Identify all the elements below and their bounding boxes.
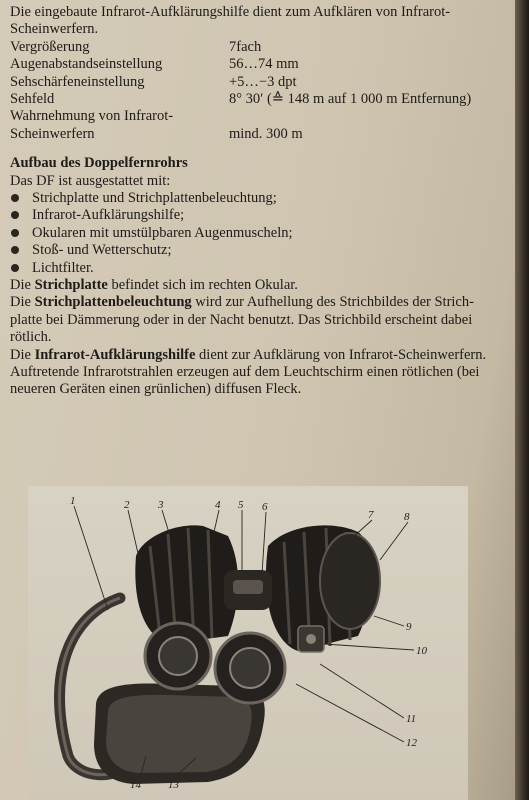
list-item [10, 207, 510, 224]
spec-row [10, 39, 510, 56]
paragraph-beleuchtung [10, 294, 510, 346]
list-item-text: Strichplatte und Strichplattenbeleuchtung; [32, 189, 277, 206]
bullet-list [10, 190, 510, 277]
binoculars-figure [28, 486, 468, 800]
paragraph-strichplatte [10, 277, 510, 294]
bullet-dot-icon [11, 264, 19, 272]
spec-row [10, 108, 510, 125]
bullet-dot-icon [11, 229, 19, 237]
text-run: Die [10, 294, 35, 311]
page-text [10, 4, 510, 399]
text-run: wird zur Aufhellung des Strichbildes der Strich- [191, 294, 474, 311]
callout-label: 3 [158, 499, 164, 511]
binoculars-illustration [28, 486, 468, 800]
spec-value: 56…74 mm [229, 56, 299, 73]
paragraph-line: neueren Geräten einen grünlichen) diffusen Fleck. [10, 381, 302, 398]
callout-label: 14 [130, 779, 141, 791]
intro-line-2: Scheinwerfern. [10, 21, 99, 38]
paragraph-line [10, 347, 510, 364]
text-run: Die [10, 346, 35, 363]
spec-row [10, 126, 510, 143]
list-item [10, 225, 510, 242]
callout-label: 12 [406, 737, 417, 749]
callout-label: 13 [168, 779, 179, 791]
bold-term: Infrarot-Aufklärungshilfe [34, 346, 196, 363]
callout-label: 2 [124, 499, 130, 511]
paragraph-line [10, 294, 510, 311]
spec-row [10, 91, 510, 108]
list-item [10, 242, 510, 259]
section-lead: Das DF ist ausgestattet mit: [10, 172, 171, 189]
spec-list [10, 39, 510, 143]
callout-label: 8 [404, 511, 410, 523]
paragraph-line: rötlich. [10, 329, 52, 346]
paragraph-line: platte bei Dämmerung oder in der Nacht benutzt. Das Strichbild erscheint dabei [10, 311, 473, 328]
callout-label: 5 [238, 499, 244, 511]
list-item-text: Lichtfilter. [32, 259, 94, 276]
list-item [10, 190, 510, 207]
spec-value: 8° 30′ (≙ 148 m auf 1 000 m Entfernung) [229, 90, 472, 107]
callout-label: 1 [70, 495, 76, 507]
list-item [10, 260, 510, 277]
spec-label: Augenabstandseinstellung [10, 56, 163, 73]
book-gutter [515, 0, 529, 800]
callout-label: 10 [416, 645, 427, 657]
bullet-dot-icon [11, 246, 19, 254]
list-item-text: Okularen mit umstülpbaren Augenmuscheln; [32, 224, 293, 241]
callout-label: 6 [262, 501, 268, 513]
intro-line-1: Die eingebaute Infrarot-Aufklärungshilfe dient zum Aufklären von Infrarot- [10, 4, 451, 20]
text-run: Die [10, 277, 35, 293]
paragraph-line: Auftretende Infrarotstrahlen erzeugen auf dem Leuchtschirm einen rötlichen (bei [10, 364, 480, 381]
bold-term: Strichplatte [34, 277, 108, 293]
spec-value: 7fach [229, 38, 262, 55]
callout-label: 7 [368, 509, 374, 521]
spec-value: mind. 300 m [229, 125, 303, 142]
bullet-dot-icon [11, 211, 19, 219]
callout-label: 9 [406, 621, 412, 633]
paragraph-infrarot [10, 347, 510, 399]
spec-label: Sehschärfeneinstellung [10, 73, 145, 90]
text-run: befindet sich im rechten Okular. [107, 277, 298, 293]
spec-label: Vergrößerung [10, 38, 90, 55]
spec-label: Sehfeld [10, 90, 55, 107]
bold-term: Strichplattenbeleuchtung [34, 294, 192, 311]
spec-label: Wahrnehmung von Infrarot- [10, 108, 174, 125]
spec-row [10, 56, 510, 73]
list-item-text: Stoß- und Wetterschutz; [32, 242, 172, 259]
spec-row [10, 74, 510, 91]
callout-label: 4 [215, 499, 221, 511]
list-item-text: Infrarot-Aufklärungshilfe; [32, 207, 185, 224]
spec-label: Scheinwerfern [10, 125, 95, 142]
section-heading: Aufbau des Doppelfernrohrs [10, 155, 188, 172]
text-run: dient zur Aufklärung von Infrarot-Scheinwerfern. [195, 346, 487, 363]
bullet-dot-icon [11, 194, 19, 202]
spec-value: +5…−3 dpt [229, 73, 297, 90]
callout-label: 11 [406, 713, 417, 725]
